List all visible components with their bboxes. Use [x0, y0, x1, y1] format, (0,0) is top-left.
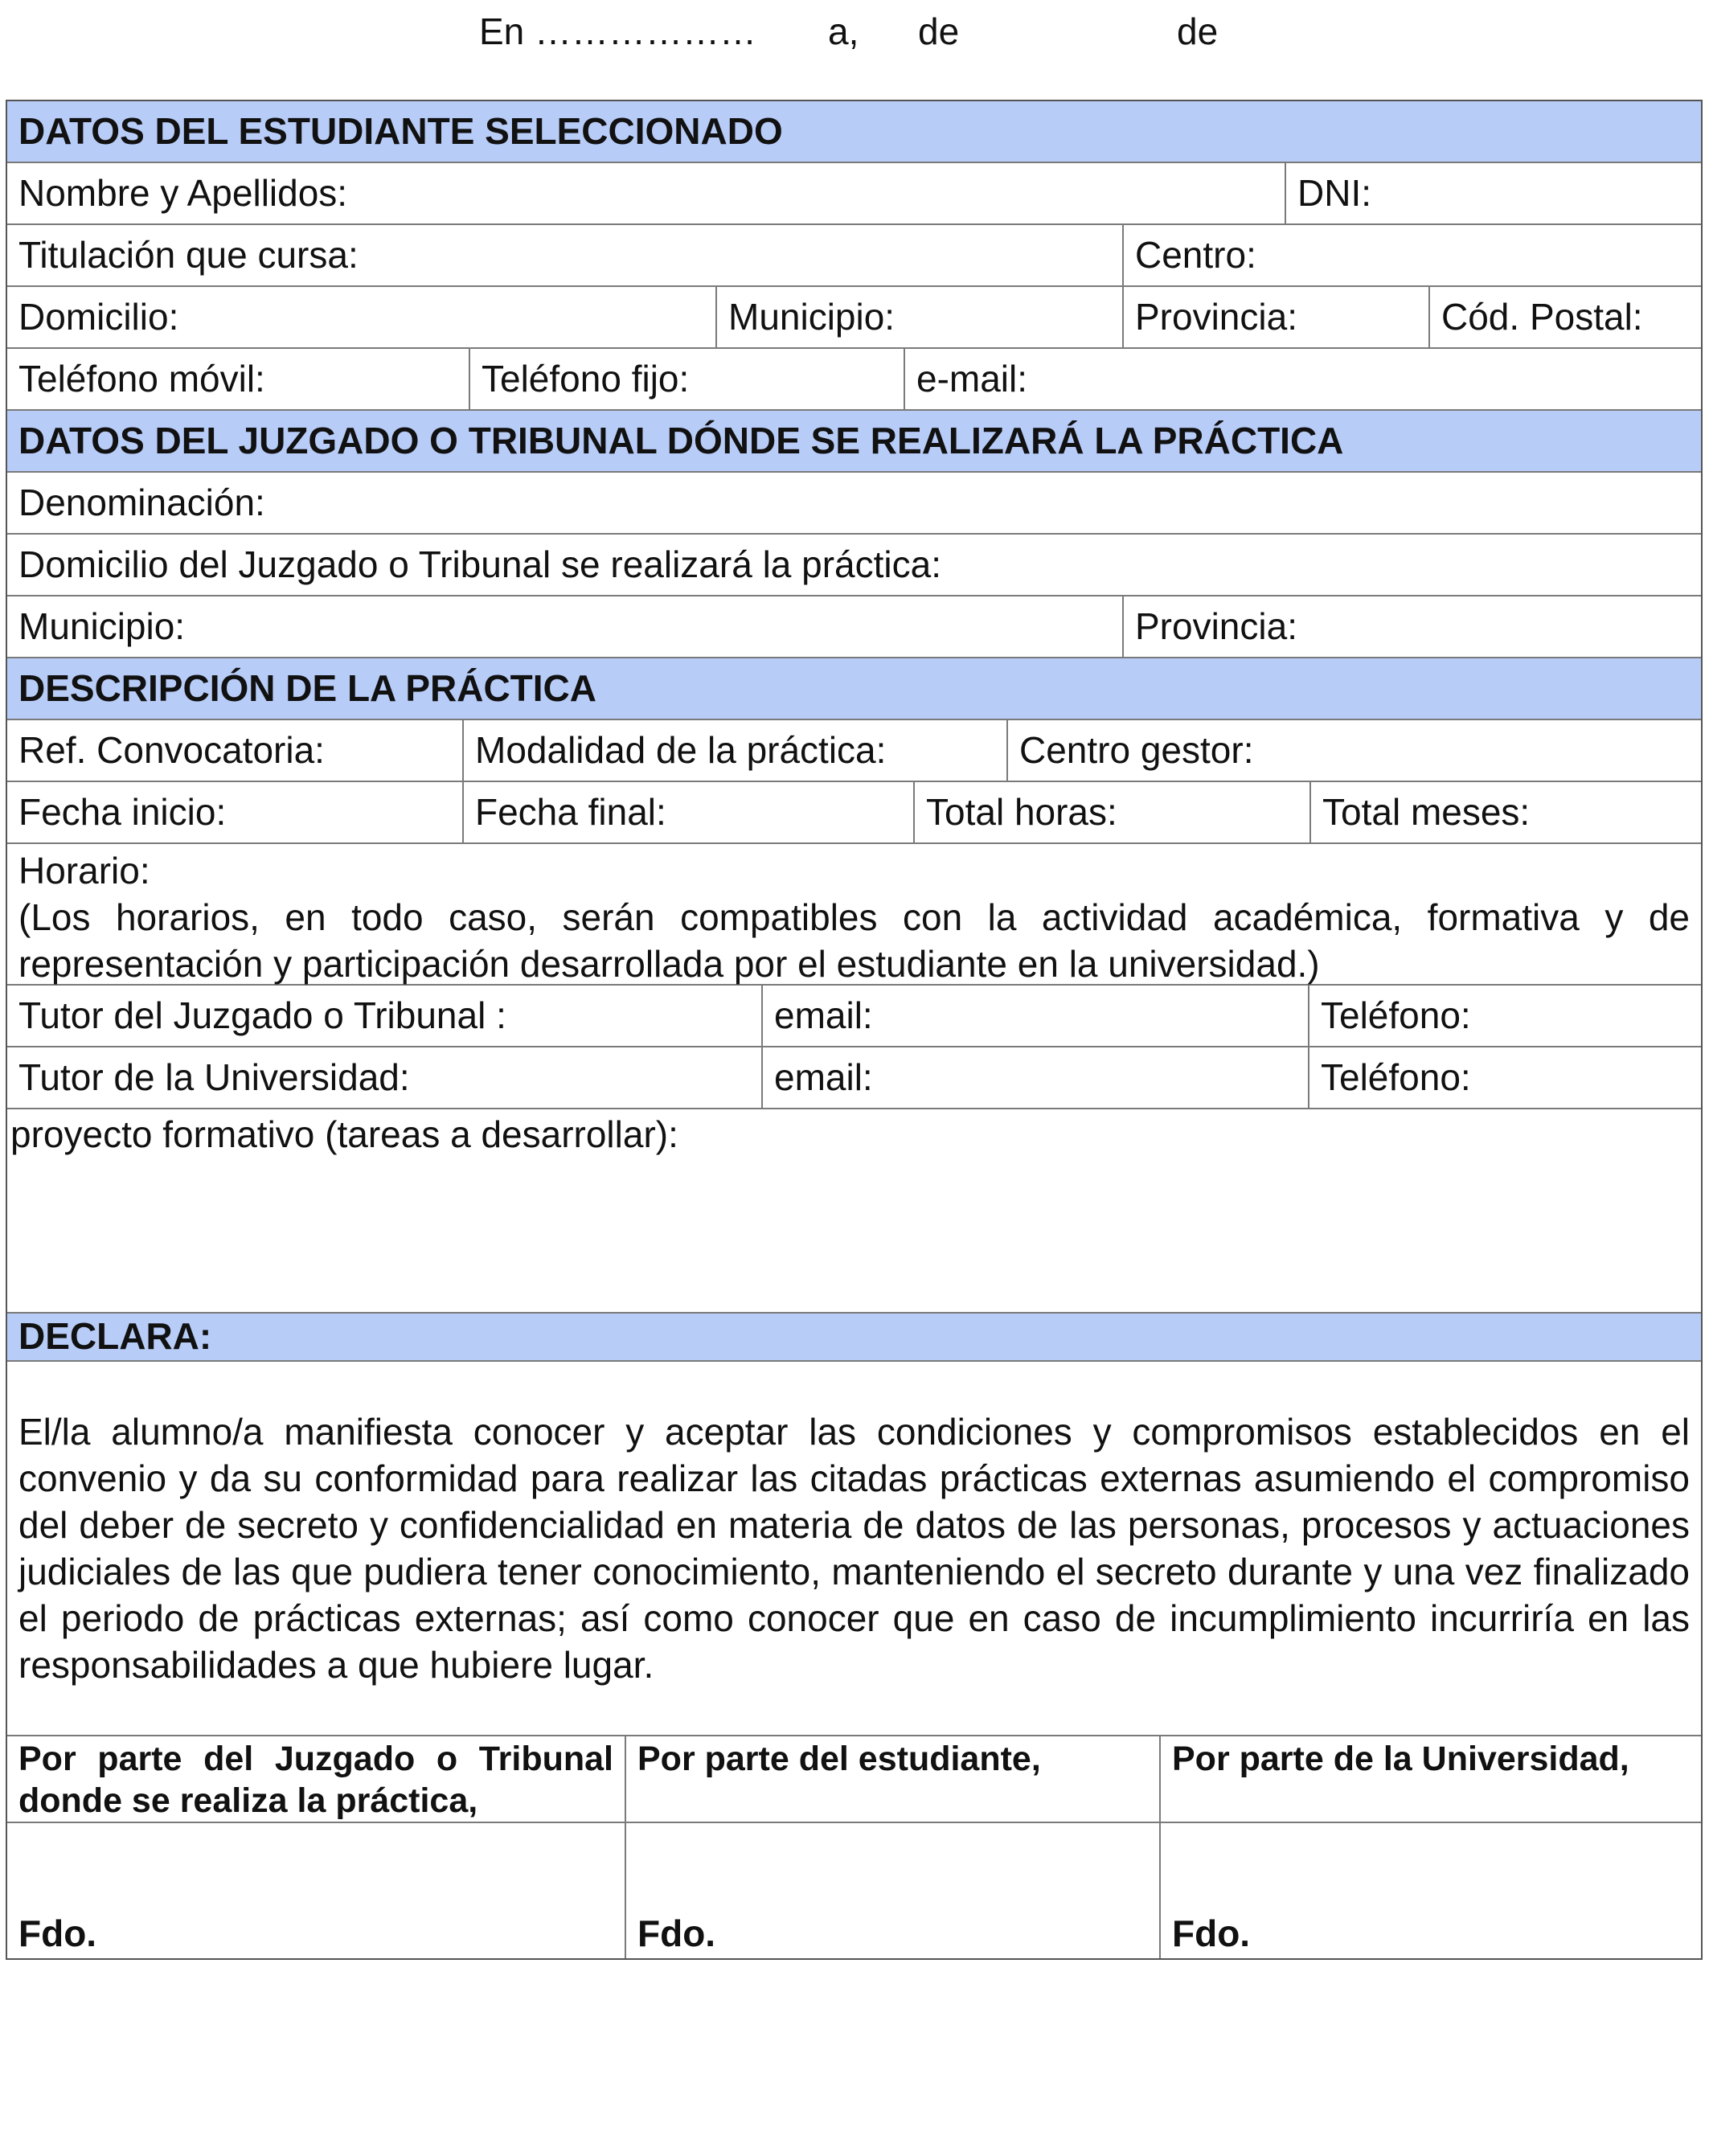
practice-form — [6, 100, 1703, 1960]
field-provincia[interactable]: Provincia: — [1124, 287, 1430, 347]
section-header-declara — [7, 1314, 1701, 1362]
field-tutor-juzgado-telefono[interactable]: Teléfono: — [1321, 994, 1471, 1036]
section-title: DATOS DEL JUZGADO O TRIBUNAL DÓNDE SE REALIZARÁ LA PRÁCTICA — [7, 411, 1701, 471]
field-email[interactable]: e-mail: — [916, 358, 1028, 400]
signature-box-universidad[interactable] — [1161, 1823, 1701, 1958]
field-fecha-final[interactable]: Fecha final: — [464, 782, 915, 842]
row-convocatoria — [7, 720, 1701, 782]
field-modalidad[interactable]: Modalidad de la práctica: — [464, 720, 1008, 781]
row-domicilio — [7, 287, 1701, 349]
field-tel-fijo[interactable]: Teléfono fijo: — [470, 349, 905, 409]
row-telefonos — [7, 349, 1701, 411]
fdo-label: Fdo. — [1172, 1912, 1251, 1954]
row-municipio-juzgado — [7, 596, 1701, 658]
section-header-juzgado — [7, 411, 1701, 473]
row-titulacion — [7, 225, 1701, 287]
declara-text: El/la alumno/a manifiesta conocer y aceptar las condiciones y compromisos establecidos en el convenio y da su conformidad para realizar las citadas prácticas externas asumiendo el compromiso del deber de secreto y confidencialidad en materia de datos de las personas, procesos y actuaciones judiciales de las que pudiera tener conocimiento, manteniendo el secreto durante y una vez finalizado el periodo de prácticas externas; así como conocer que en caso de incumplimiento incurriría en las responsabilidades a que hubiere lugar. — [18, 1411, 1690, 1686]
field-nombre[interactable]: Nombre y Apellidos: — [7, 163, 1286, 223]
signature-header-estudiante: Por parte del estudiante, — [626, 1736, 1161, 1822]
signature-header-universidad: Por parte de la Universidad, — [1172, 1740, 1629, 1778]
field-tutor-universidad-telefono[interactable]: Teléfono: — [1321, 1056, 1471, 1098]
field-tutor-universidad-email[interactable]: email: — [763, 1047, 1309, 1108]
field-provincia-juzgado[interactable]: Provincia: — [1135, 605, 1297, 647]
signature-headers — [7, 1736, 1701, 1823]
section-title: DATOS DEL ESTUDIANTE SELECCIONADO — [7, 101, 1701, 162]
field-horario[interactable]: Horario: — [18, 850, 150, 892]
field-dni[interactable]: DNI: — [1297, 172, 1371, 214]
section-header-practica — [7, 658, 1701, 720]
row-proyecto — [7, 1109, 1701, 1314]
field-proyecto-formativo[interactable]: proyecto formativo (tareas a desarrollar): — [10, 1113, 678, 1155]
signature-box-juzgado[interactable] — [7, 1823, 626, 1958]
row-fechas — [7, 782, 1701, 844]
fdo-label: Fdo. — [637, 1912, 716, 1954]
signature-box-estudiante[interactable] — [626, 1823, 1161, 1958]
row-denominacion — [7, 473, 1701, 535]
field-fecha-inicio[interactable]: Fecha inicio: — [7, 782, 464, 842]
section-title: DESCRIPCIÓN DE LA PRÁCTICA — [7, 658, 1701, 719]
date-de-2: de — [1177, 10, 1219, 52]
date-place: En ……………… — [479, 10, 767, 52]
field-cod-postal[interactable]: Cód. Postal: — [1441, 296, 1643, 338]
field-domicilio[interactable]: Domicilio: — [7, 287, 717, 347]
horario-note: (Los horarios, en todo caso, serán compatibles con la actividad académica, formativa y de representación y participación desarrollada por el estudiante en la universidad.) — [18, 896, 1690, 985]
field-municipio[interactable]: Municipio: — [717, 287, 1124, 347]
field-centro[interactable]: Centro: — [1135, 234, 1256, 276]
date-a: a, — [828, 10, 859, 52]
field-total-horas[interactable]: Total horas: — [915, 782, 1311, 842]
declara-text-block — [7, 1362, 1701, 1736]
signature-header-juzgado: Por parte del Juzgado o Tribunal donde se realiza la práctica, — [7, 1736, 626, 1822]
date-line — [0, 10, 1709, 50]
row-domicilio-juzgado — [7, 535, 1701, 596]
field-municipio-juzgado[interactable]: Municipio: — [7, 596, 1124, 657]
row-nombre — [7, 163, 1701, 225]
row-tutor-juzgado — [7, 986, 1701, 1047]
field-domicilio-juzgado[interactable]: Domicilio del Juzgado o Tribunal se realizará la práctica: — [18, 543, 942, 585]
field-tutor-juzgado-email[interactable]: email: — [763, 986, 1309, 1046]
section-header-estudiante — [7, 101, 1701, 163]
field-tutor-juzgado[interactable]: Tutor del Juzgado o Tribunal : — [7, 986, 763, 1046]
field-centro-gestor[interactable]: Centro gestor: — [1019, 729, 1254, 771]
field-total-meses[interactable]: Total meses: — [1322, 791, 1531, 833]
field-tutor-universidad[interactable]: Tutor de la Universidad: — [7, 1047, 763, 1108]
signature-boxes — [7, 1823, 1701, 1958]
date-de-1: de — [918, 10, 960, 52]
field-ref-convocatoria[interactable]: Ref. Convocatoria: — [7, 720, 464, 781]
fdo-label: Fdo. — [18, 1912, 97, 1954]
row-tutor-universidad — [7, 1047, 1701, 1109]
field-titulacion[interactable]: Titulación que cursa: — [7, 225, 1124, 285]
section-title: DECLARA: — [7, 1314, 1701, 1360]
field-tel-movil[interactable]: Teléfono móvil: — [7, 349, 470, 409]
field-denominacion[interactable]: Denominación: — [18, 482, 265, 523]
row-horario — [7, 844, 1701, 986]
